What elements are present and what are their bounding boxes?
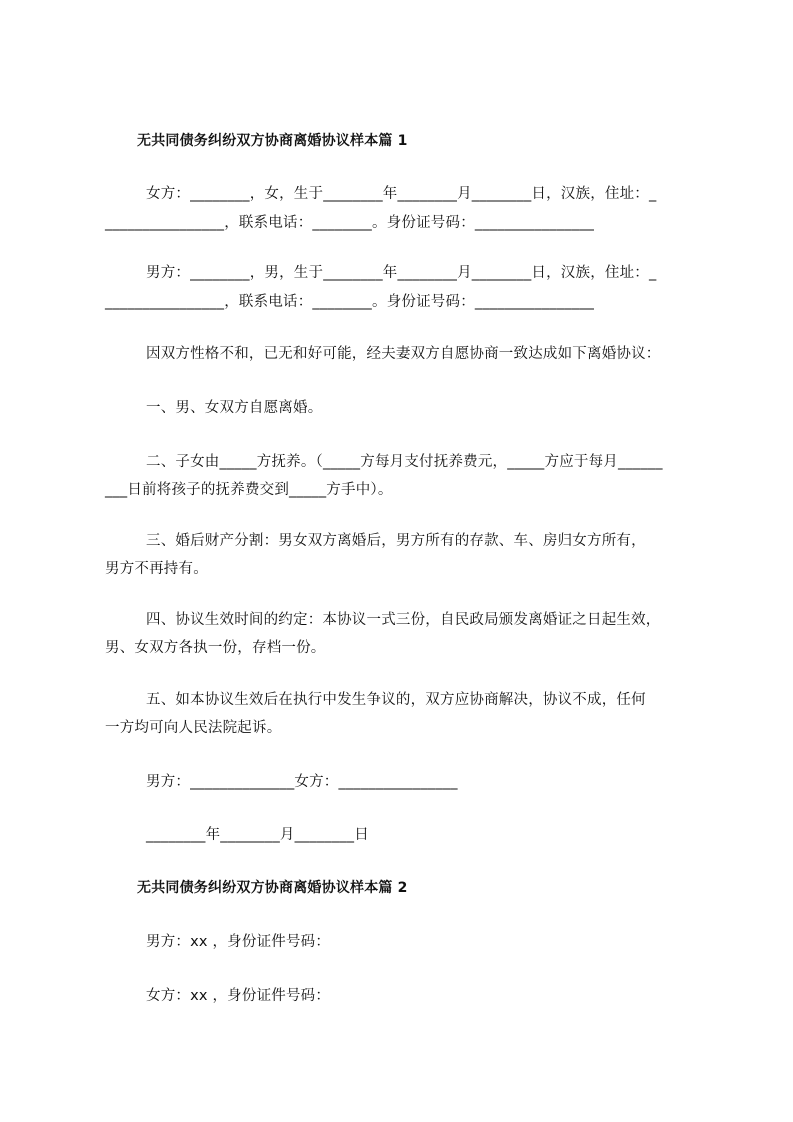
male-party-line-2: ________________，联系电话：________。身份证号码：________________ — [105, 294, 595, 310]
clause-5-line-2: 一方均可向人民法院起诉。 — [105, 720, 282, 736]
clause-1: 一、男、女双方自愿离婚。 — [146, 400, 323, 416]
section-2-male-party: 男方：xx ，身份证件号码： — [146, 934, 331, 950]
female-party-line-2: ________________，联系电话：________。身份证号码：________________ — [105, 215, 595, 231]
section-1-title: 无共同债务纠纷双方协商离婚协议样本篇 1 — [137, 133, 408, 149]
signature-line: 男方：______________女方：________________ — [146, 774, 458, 790]
female-party-line-1: 女方：________，女，生于________年________月________日，汉族，住址：_ — [146, 186, 657, 202]
date-line: ________年________月________日 — [146, 827, 369, 843]
clause-4-line-2: 男、女双方各执一份，存档一份。 — [105, 640, 326, 656]
section-2-female-party: 女方：xx ，身份证件号码： — [146, 988, 331, 1004]
section-2-title: 无共同债务纠纷双方协商离婚协议样本篇 2 — [137, 880, 408, 896]
agreement-intro: 因双方性格不和，已无和好可能，经夫妻双方自愿协商一致达成如下离婚协议： — [146, 346, 661, 362]
clause-4-line-1: 四、协议生效时间的约定：本协议一式三份，自民政局颁发离婚证之日起生效， — [146, 612, 661, 628]
clause-2-line-1: 二、子女由_____方抚养。（_____方每月支付抚养费元，_____方应于每月______ — [146, 454, 663, 470]
male-party-line-1: 男方：________，男，生于________年________月________日，汉族，住址：_ — [146, 265, 657, 281]
clause-2-line-2: ___日前将孩子的抚养费交到_____方手中）。 — [105, 482, 393, 498]
clause-3-line-1: 三、婚后财产分割：男女双方离婚后，男方所有的存款、车、房归女方所有， — [146, 533, 646, 549]
clause-3-line-2: 男方不再持有。 — [105, 561, 208, 577]
clause-5-line-1: 五、如本协议生效后在执行中发生争议的，双方应协商解决，协议不成，任何 — [146, 692, 646, 708]
